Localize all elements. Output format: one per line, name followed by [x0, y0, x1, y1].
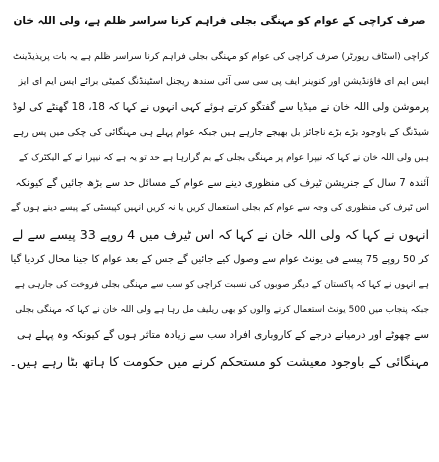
article-line: کراچی (اسٹاف رپورٹر) صرف کراچی کی عوام کو مہنگی بجلی فراہم کرنا سراسر ظلم ہے یہ بات پریذیڈینٹ	[13, 51, 429, 62]
article-line: سے چھوٹے اور درمیانے درجے کے کاروباری افراد سب سے زیادہ متاثر ہوں گے کیونکہ وہ پہلے ہی	[16, 329, 429, 342]
article-line: پرموشن ولی اللہ خان نے میڈیا سے گفتگو کرتے ہوئے کہی انہوں نے کہا کہ 18، 18 گھنٹے کی لوڈ	[12, 100, 429, 113]
article-line: جبکہ پنجاب میں 500 یونٹ استعمال کرنے والوں کو بھی ریلیف مل رہا ہے ولی اللہ خان نے کہا کہ مہنگی بجلی	[15, 305, 429, 316]
article-line: آئندہ 7 سال کے جنریشن ٹیرف کی منظوری دینے سے عوام کے مسائل حد سے بڑھ جائیں گے کیونکہ	[15, 178, 429, 190]
article-line: اس ٹیرف کی منظوری کی وجہ سے عوام کم بجلی استعمال کریں یا نہ کریں انہیں کپیسٹی کے پیسے دینے ہوں گے	[10, 203, 429, 214]
article-line: ایس ایم ای فاؤنڈیشن اور کنوینر ایف پی سی سی آئی سندھ ریجنل اسٹینڈنگ کمیٹی برائے ایس ایم ای ایز	[18, 76, 429, 88]
article-line: کر 50 روپے 75 پیسے فی یونٹ عوام سے وصول کیے جائیں گے جس کے بعد عوام کا جینا محال کردیا گیا	[10, 254, 429, 266]
article-line: شیڈنگ کے باوجود بڑے بڑے ناجائز بل بھیجے جارہے ہیں جبکہ عوام پہلے ہی مہنگائی کی چکی میں پس رہے	[13, 127, 429, 139]
article-line: انہوں نے کہا کہ ولی اللہ خان نے کہا کہ اس ٹیرف میں 4 روپے 33 پیسے سے لے	[12, 226, 429, 242]
article-line: ہے انہوں نے کہا کہ پاکستان کے دیگر صوبوں کی نسبت کراچی کو سب سے مہنگی بجلی فروخت کی جارہی ہے	[14, 279, 429, 290]
article-line: مہنگائی کے باوجود معیشت کو مستحکم کرنے میں حکومت کا ہاتھ بٹا رہے ہیں۔	[10, 353, 429, 369]
article-body	[10, 44, 429, 374]
article-headline: صرف کراچی کے عوام کو مہنگی بجلی فراہم کرنا سراسر ظلم ہے، ولی اللہ خان	[13, 15, 426, 27]
article-line: ہیں ولی اللہ خان نے کہا کہ نیپرا عوام پر مہنگی بجلی کے بم گرارہا ہے حد تو یہ ہے کہ نیپرا نے کے الیکٹرک کے	[18, 152, 429, 163]
